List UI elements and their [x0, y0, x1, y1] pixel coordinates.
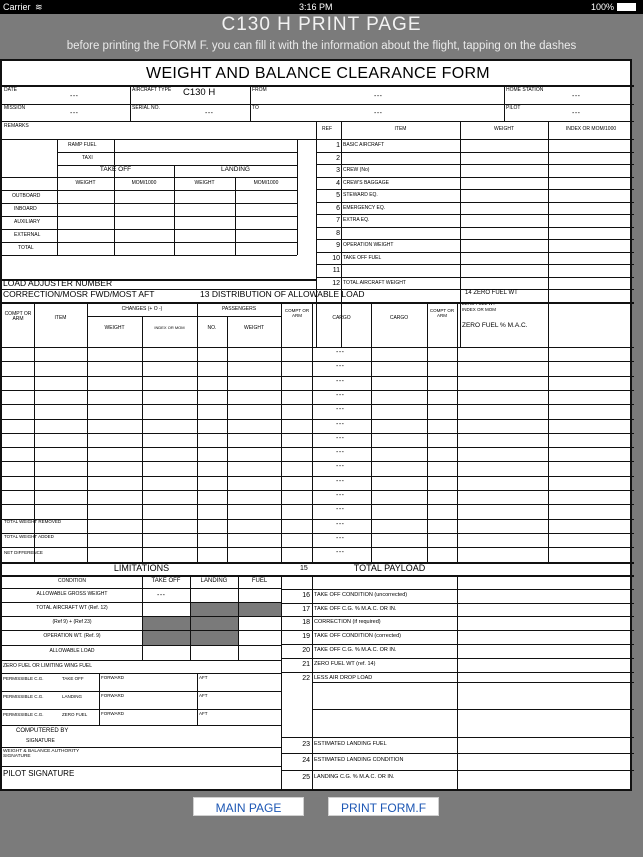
pilot-label: PILOT: [506, 105, 521, 111]
aft-label: AFT: [199, 711, 208, 716]
passengers-header: PASSENGERS: [221, 306, 257, 312]
battery-percent: 100%: [591, 2, 615, 12]
cargo-field[interactable]: ---: [336, 506, 345, 514]
item-ref-number: 2: [336, 154, 340, 162]
cargo-field[interactable]: ---: [336, 406, 345, 414]
payload-row-label: LESS AIR DROP LOAD: [314, 675, 373, 681]
fuel-row-label: TOTAL: [18, 245, 34, 251]
permissible-cg-condition: LANDING: [62, 694, 83, 699]
to-field[interactable]: ---: [374, 110, 383, 117]
permissible-cg-label: PERMISSIBLE C.G.: [3, 712, 44, 717]
item-row-label: CREW'S BAGGAGE: [343, 179, 389, 186]
mission-label: MISSION: [4, 105, 26, 111]
landing-row-label: ESTIMATED LANDING FUEL: [314, 741, 387, 747]
to-mom-label: MOM/1000: [131, 180, 157, 186]
limitation-row-label: TOTAL AIRCRAFT WT (Ref. 12): [36, 605, 108, 611]
cargo-field[interactable]: ---: [336, 434, 345, 442]
item-row-label: CREW (No): [343, 167, 370, 173]
landing-ref-number: 25: [302, 774, 310, 781]
zero-fuel-limit-label: ZERO FUEL OR LIMITING WING FUEL: [3, 663, 92, 669]
correction-label: CORRECTION/MOSR FWD/MOST AFT: [3, 289, 155, 299]
load-adjuster-label: LOAD ADJUSTER NUMBER: [3, 278, 113, 288]
form-title: WEIGHT AND BALANCE CLEARANCE FORM: [146, 65, 490, 82]
ref-15: 15: [300, 565, 308, 572]
cargo-header: CARGO: [332, 315, 351, 321]
cargo-header: CARGO: [389, 315, 409, 321]
ref-header: REF: [322, 126, 332, 132]
payload-row-label: ZERO FUEL WT (ref. 14): [314, 661, 376, 667]
to-weight-label: WEIGHT: [75, 180, 96, 186]
permissible-cg-condition: ZERO FUEL: [62, 712, 88, 717]
item-ref-number: 8: [336, 229, 340, 237]
payload-ref-number: 21: [302, 661, 310, 668]
page-subtitle: before printing the FORM F. you can fill it with the information about the flight, tapping on the dashes: [66, 40, 577, 52]
item-row-label: EXTRA EQ.: [343, 217, 370, 223]
permissible-cg-label: PERMISSIBLE C.G.: [3, 694, 44, 699]
index-header: INDEX OR MOM/1000: [565, 126, 617, 132]
item-row-label: STEWARD EQ.: [343, 192, 378, 198]
fuel-row-label: OUTBOARD: [12, 193, 41, 199]
payload-ref-number: 20: [302, 647, 310, 654]
home-station-label: HOME STATION: [506, 87, 544, 93]
cargo-field[interactable]: ---: [336, 420, 345, 428]
to-label: TO: [252, 105, 259, 111]
item-ref-number: 9: [336, 242, 340, 249]
limitation-row-label: (Ref 9) + (Ref 23): [52, 619, 92, 625]
status-bar: [0, 0, 643, 14]
total-payload-label: TOTAL PAYLOAD: [353, 563, 426, 573]
item-ref-number: 5: [336, 192, 340, 199]
lim-fuel-header: FUEL: [251, 578, 268, 584]
landing-ref-number: 23: [302, 741, 310, 748]
zero-fuel-wt-label: 14 ZERO FUEL WT: [465, 290, 518, 296]
landing-ref-number: 24: [302, 757, 310, 764]
condition-header: CONDITION: [57, 578, 87, 584]
changes-weight-header: WEIGHT: [104, 325, 125, 331]
permissible-cg-label: PERMISSIBLE C.G.: [3, 676, 44, 681]
changes-index-header: INDEX OR MOM: [154, 325, 185, 330]
from-label: FROM: [252, 87, 267, 93]
landing-row-label: LANDING C.G. % M.A.C. OR IN.: [314, 774, 395, 780]
cargo-field[interactable]: ---: [336, 363, 345, 371]
date-field[interactable]: ---: [70, 93, 79, 100]
item-ref-number: 1: [336, 142, 340, 149]
payload-ref-number: 22: [302, 675, 310, 682]
item-row-label: OPERATION WEIGHT: [343, 242, 394, 248]
print-form-button[interactable]: PRINT FORM.F: [328, 797, 439, 816]
take-off-label: TAKE OFF: [99, 166, 132, 173]
mission-field[interactable]: ---: [70, 110, 79, 117]
home-station-field[interactable]: ---: [572, 93, 581, 100]
lim-take-off-header: TAKE OFF: [151, 578, 181, 584]
cargo-field[interactable]: ---: [336, 391, 345, 399]
payload-row-label: TAKE OFF C.G. % M.A.C. OR IN.: [314, 606, 397, 612]
cargo-field[interactable]: ---: [336, 520, 345, 528]
main-page-button[interactable]: MAIN PAGE: [193, 797, 304, 816]
net-difference-label: NET DIFFERENCE: [4, 550, 43, 555]
limitations-title: LIMITATIONS: [113, 563, 170, 573]
item-col-header: ITEM: [54, 315, 67, 321]
compt-arm-header: COMPT OR ARM: [429, 308, 455, 318]
item-row-label: TOTAL AIRCRAFT WEIGHT: [343, 279, 406, 286]
forward-label: FORWARD: [101, 675, 124, 680]
changes-header: CHANGES (+ O -): [121, 306, 163, 312]
weight-header: WEIGHT: [494, 126, 514, 132]
item-row-label: BASIC AIRCRAFT: [343, 142, 385, 148]
total-weight-added-label: TOTAL WEIGHT ADDED: [4, 534, 54, 539]
ld-mom-label: MOM/1000: [253, 180, 279, 186]
item-ref-number: 4: [336, 179, 340, 187]
fuel-row-label: INBOARD: [14, 206, 37, 212]
item-ref-number: 7: [336, 217, 340, 224]
lim-landing-header: LANDING: [200, 578, 228, 584]
clock: 3:16 PM: [299, 2, 333, 12]
item-ref-number: 10: [332, 254, 340, 262]
payload-ref-number: 17: [302, 606, 310, 613]
cargo-field[interactable]: ---: [336, 449, 345, 457]
date-label: DATE: [4, 87, 17, 93]
cargo-field[interactable]: ---: [336, 534, 345, 542]
taxi-label: TAXI: [82, 155, 93, 161]
zero-fuel-mac-label: ZERO FUEL % M.A.C.: [462, 322, 528, 329]
allowable-gross-takeoff-field[interactable]: ---: [157, 592, 166, 599]
compt-or-arm-header: COMPT OR ARM: [4, 311, 32, 322]
payload-ref-number: 18: [302, 619, 310, 626]
computed-by-label: COMPUTERED BY: [16, 728, 69, 734]
item-ref-number: 11: [332, 267, 340, 274]
distribution-label: 13 DISTRIBUTION OF ALLOWABLE LOAD: [200, 289, 365, 299]
aircraft-type-label: AIRCRAFT TYPE: [132, 87, 172, 93]
ld-weight-label: WEIGHT: [194, 180, 215, 186]
payload-row-label: TAKE OFF CONDITION (uncorrected): [314, 592, 408, 598]
pass-weight-header: WEIGHT: [244, 325, 264, 331]
from-field[interactable]: ---: [374, 93, 383, 100]
cargo-field[interactable]: ---: [336, 477, 345, 485]
carrier-label: Carrier: [3, 2, 31, 12]
item-ref-number: 3: [336, 167, 340, 174]
pilot-signature-label: PILOT SIGNATURE: [3, 769, 75, 778]
limitation-row-label: OPERATION WT. (Ref. 9): [43, 633, 101, 639]
aft-label: AFT: [199, 693, 208, 698]
payload-row-label: TAKE OFF C.G. % M.A.C. OR IN.: [314, 647, 397, 653]
aft-label: AFT: [199, 675, 208, 680]
item-ref-number: 6: [336, 204, 340, 212]
limitation-row-label: ALLOWABLE LOAD: [49, 648, 95, 654]
pass-no-header: NO.: [207, 325, 217, 331]
cargo-field[interactable]: ---: [336, 463, 345, 471]
cargo-field[interactable]: ---: [336, 549, 345, 557]
cargo-field[interactable]: ---: [336, 349, 345, 356]
compt-arm-header: COMPT OR ARM: [284, 308, 310, 318]
serial-no-label: SERIAL NO.: [132, 105, 160, 111]
fuel-row-label: AUXILIARY: [14, 219, 41, 225]
landing-label: LANDING: [221, 166, 250, 173]
fuel-row-label: EXTERNAL: [14, 232, 41, 238]
page-title: C130 H PRINT PAGE: [221, 14, 422, 35]
forward-label: FORWARD: [101, 693, 124, 698]
landing-row-label: ESTIMATED LANDING CONDITION: [314, 757, 404, 763]
payload-row-label: CORRECTION (if required): [314, 619, 381, 625]
forward-label: FORWARD: [101, 711, 124, 716]
ramp-fuel-label: RAMP FUEL: [68, 142, 97, 148]
aircraft-type-value: C130 H: [183, 87, 216, 98]
item-row-label: EMERGENCY EQ.: [343, 204, 386, 211]
pilot-field[interactable]: ---: [572, 110, 581, 117]
remarks-label: REMARKS: [4, 123, 29, 129]
serial-no-field[interactable]: ---: [205, 110, 214, 117]
payload-row-label: TAKE OFF CONDITION (corrected): [314, 633, 401, 639]
permissible-cg-condition: TAKE OFF: [62, 676, 84, 681]
battery-icon: [617, 3, 636, 11]
limitation-row-label: ALLOWABLE GROSS WEIGHT: [36, 591, 108, 597]
cargo-field[interactable]: ---: [336, 492, 345, 499]
total-weight-removed-label: TOTAL WEIGHT REMOVED: [4, 519, 62, 524]
wifi-icon: ≋: [35, 2, 43, 12]
item-ref-number: 12: [332, 279, 340, 287]
item-header: ITEM: [394, 126, 407, 132]
signature-label: SIGNATURE: [26, 738, 55, 744]
form-f-sheet: [0, 59, 632, 791]
payload-ref-number: 16: [302, 592, 310, 599]
index-or-mom-sub: INDEX OR MOM: [462, 307, 497, 312]
authority-signature-label: WEIGHT & BALANCE AUTHORITY SIGNATURE: [3, 749, 80, 759]
cargo-field[interactable]: ---: [336, 377, 345, 385]
item-row-label: TAKE OFF FUEL: [343, 254, 382, 261]
payload-ref-number: 19: [302, 633, 310, 640]
